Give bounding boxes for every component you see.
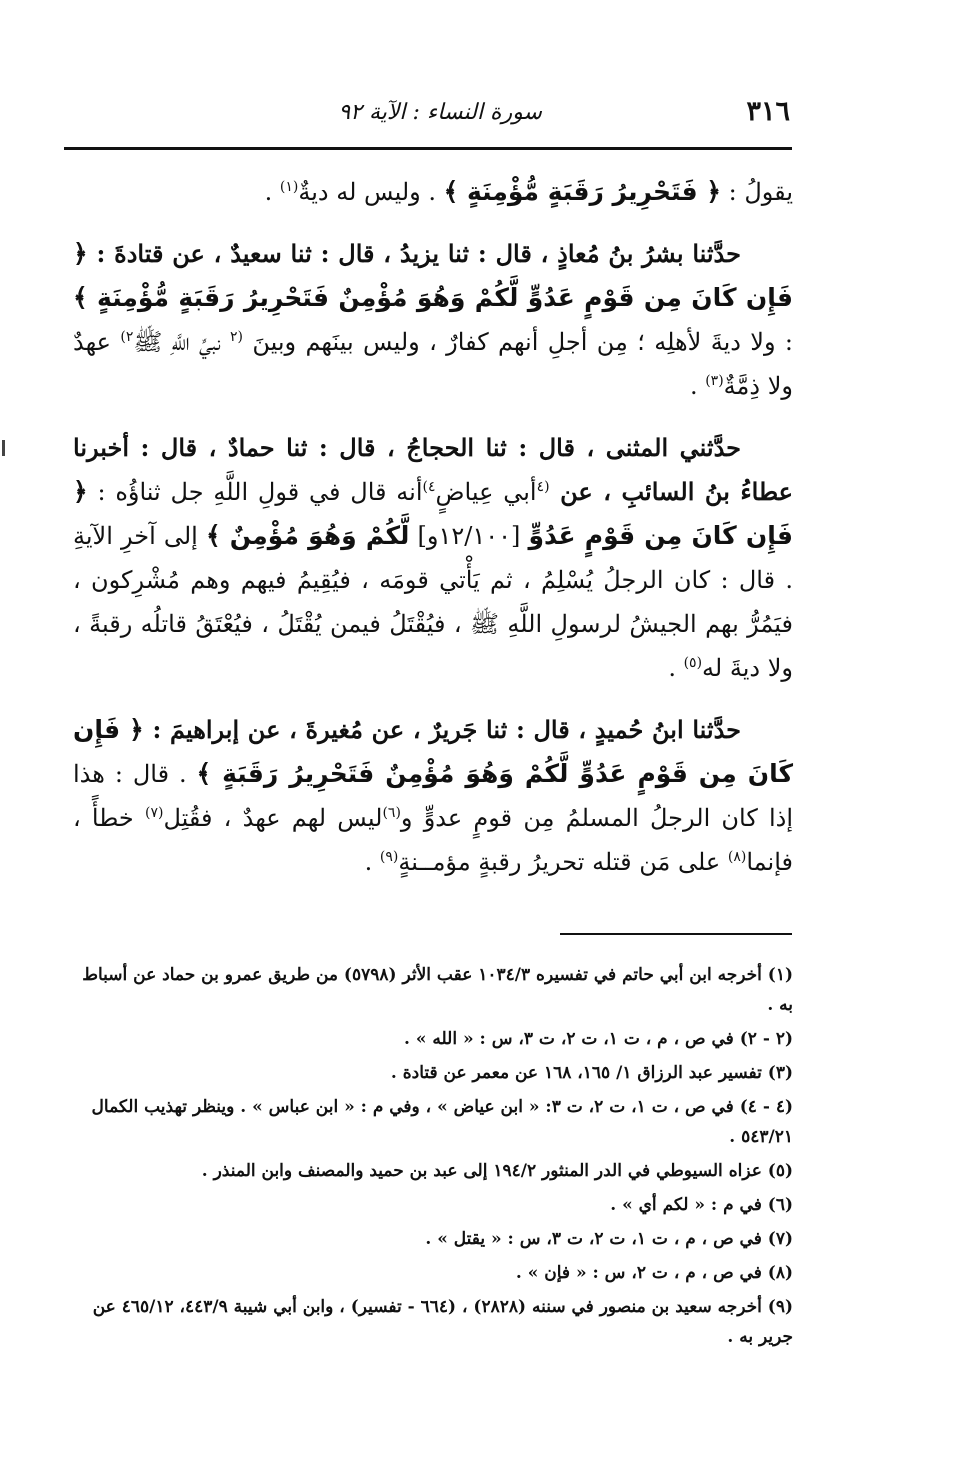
main-text	[73, 170, 793, 902]
footnote: (٨) في ص ، م ، ت ٢، س : « فإن » .	[515, 1263, 793, 1283]
text-run: إلى آخرِ الآيةِ . قال : كان الرجلُ يُسْلِمُ ، ثم يَأْتي قومَه ، فيُقِيمُ فيهم وهم مُشْرِكون ، فيَمُرُّ بهم الجيشُ لرسولِ اللَّهِ ﷺ ، فيُقْتَلُ فيمن يُقْتَلُ ، فيُعْتَقُ قاتلُه رقبةً ، ولا ديةَ له	[73, 522, 793, 682]
text-run: حدَّثنا بشرُ بنُ مُعاذٍ ، قال : ثنا يزيدُ ، قال : ثنا سعيدٌ ، عن قتادةَ :	[87, 239, 741, 268]
text-run: خطأً ، فإنما	[73, 804, 793, 876]
text-run: . قال : هذا إذا كان الرجلُ المسلمُ مِن قومٍ عدوٍّ و	[73, 760, 793, 832]
footnote: (١) أخرجه ابن أبي حاتم في تفسيره ١٠٣٤/٣ عقب الأثر (٥٧٩٨) من طريق عمرو بن حماد عن أسباط به .	[82, 965, 793, 1015]
footnote-ref: (١)	[279, 179, 299, 195]
footnote-ref: (٧)	[144, 805, 164, 821]
text-run: .	[689, 372, 706, 400]
footnote-separator	[560, 933, 792, 935]
footnote-ref: (٦)	[382, 805, 401, 821]
footnote: (٣) تفسير عبد الرزاق ١/ ١٦٥، ١٦٨ عن معمر عن قتادة .	[390, 1063, 793, 1083]
footnote-ref: (٢	[229, 329, 243, 345]
text-run: نبيِّ اللَّهِ ﷺ	[133, 328, 230, 356]
footnote-ref: (٣)	[705, 373, 724, 389]
footnote-ref: (٤	[536, 479, 550, 495]
text-run: أبي عِياضٍ	[435, 478, 537, 506]
quran-quote: ﴿ فَإِن كَانَ مِن قَوْمٍ عَدُوٍّ لَّكُمْ وَهُوَ مُؤْمِنٌ فَتَحْرِيرُ رَقَبَةٍ ﴾	[73, 715, 794, 788]
footnote: (٩) أخرجه سعيد بن منصور في سننه (٢٨٢٨) ، (٦٦٤ - تفسير) ، وابن أبي شيبة ٤٤٣/٩، ٤٦٥/١٢ عن جرير به .	[92, 1297, 793, 1347]
text-run: .	[668, 654, 684, 682]
page-number: ٣١٦	[746, 96, 790, 127]
text-run: على مَن قتله تحريرُ رقبةٍ مؤمــنةٍ	[398, 848, 728, 876]
header-rule	[64, 147, 792, 150]
text-run: . وليس له ديةٌ	[298, 178, 444, 206]
page-header	[64, 92, 792, 132]
text-run: : ولا ديةَ لأهلِه ؛ مِن أجلِ أنهم كفارٌ ، وليس بينَهم وبينَ	[242, 328, 794, 356]
quran-quote: ﴿ فَإِن كَانَ مِن قَوْمٍ عَدُوٍّ	[73, 477, 794, 550]
footnote-ref: (٨)	[727, 849, 747, 865]
text-run: ليس لهم عهدٌ ، فقُتِل	[163, 804, 383, 832]
footnote-ref: (٩)	[379, 849, 399, 865]
text-run: يقولُ :	[721, 178, 793, 206]
paragraph-2	[73, 232, 793, 408]
footnote: (٢ - ٢) في ص ، م ، ت ١، ت ٢، ت ٣، س : « الله » .	[404, 1029, 793, 1049]
footnote: (٤ - ٤) في ص ، ت ١، ت ٢، ت ٣: « ابن عياض » ، وفي م : « ابن عباس » . وينظر تهذيب الكمال ٥٤٣/٢١ .	[91, 1097, 793, 1147]
text-run: أنه قال في قولِ اللَّهِ جل ثناؤُه :	[87, 478, 423, 506]
scan-margin-mark	[2, 440, 5, 456]
paragraph-4	[73, 708, 793, 884]
quran-quote: ﴿ فَإِن كَانَ مِن قَوْمٍ عَدُوٍّ لَّكُمْ وَهُوَ مُؤْمِنٌ فَتَحْرِيرُ رَقَبَةٍ مُّؤْمِنَةٍ ﴾	[73, 239, 793, 312]
footnote: (٦) في م : « لكم أي » .	[610, 1195, 793, 1215]
paragraph-3	[73, 426, 793, 690]
footnote-ref: (٥)	[683, 655, 703, 671]
text-run: .	[364, 848, 380, 876]
manuscript-folio-ref: [١٢/١٠٠و]	[409, 522, 529, 550]
text-run: حدَّثنا ابنُ حُميدٍ ، قال : ثنا جَريرٌ ، عن مُغيرةَ ، عن إبراهيمَ :	[143, 715, 741, 744]
text-run: عهدٌ ولا ذِمَّةٌ	[73, 328, 793, 400]
footnote: (٧) في ص ، م ، ت ١، ت ٢، ت ٣، س : « يقتل » .	[425, 1229, 793, 1249]
footnotes	[73, 960, 793, 1356]
text-run: .	[264, 178, 280, 206]
paragraph-1	[73, 170, 793, 214]
text-run: حدَّثني المثنى ، قال : ثنا الحجاجُ ، قال : ثنا حمادٌ ، قال : أخبرنا عطاءُ بنُ السائبِ ، عن	[73, 433, 793, 506]
footnote-ref: ٤)	[422, 479, 436, 495]
quran-quote: لَّكُمْ وَهُوَ مُؤْمِنٌ ﴾	[205, 521, 410, 550]
quran-quote: ﴿ فَتَحْرِيرُ رَقَبَةٍ مُّؤْمِنَةٍ ﴾	[443, 177, 721, 206]
running-head: سورة النساء : الآية ٩٢	[338, 100, 542, 125]
footnote: (٥) عزاه السيوطي في الدر المنثور ١٩٤/٢ إلى عبد بن حميد والمصنف وابن المنذر .	[201, 1161, 793, 1181]
footnote-ref: ٢)	[120, 329, 134, 345]
